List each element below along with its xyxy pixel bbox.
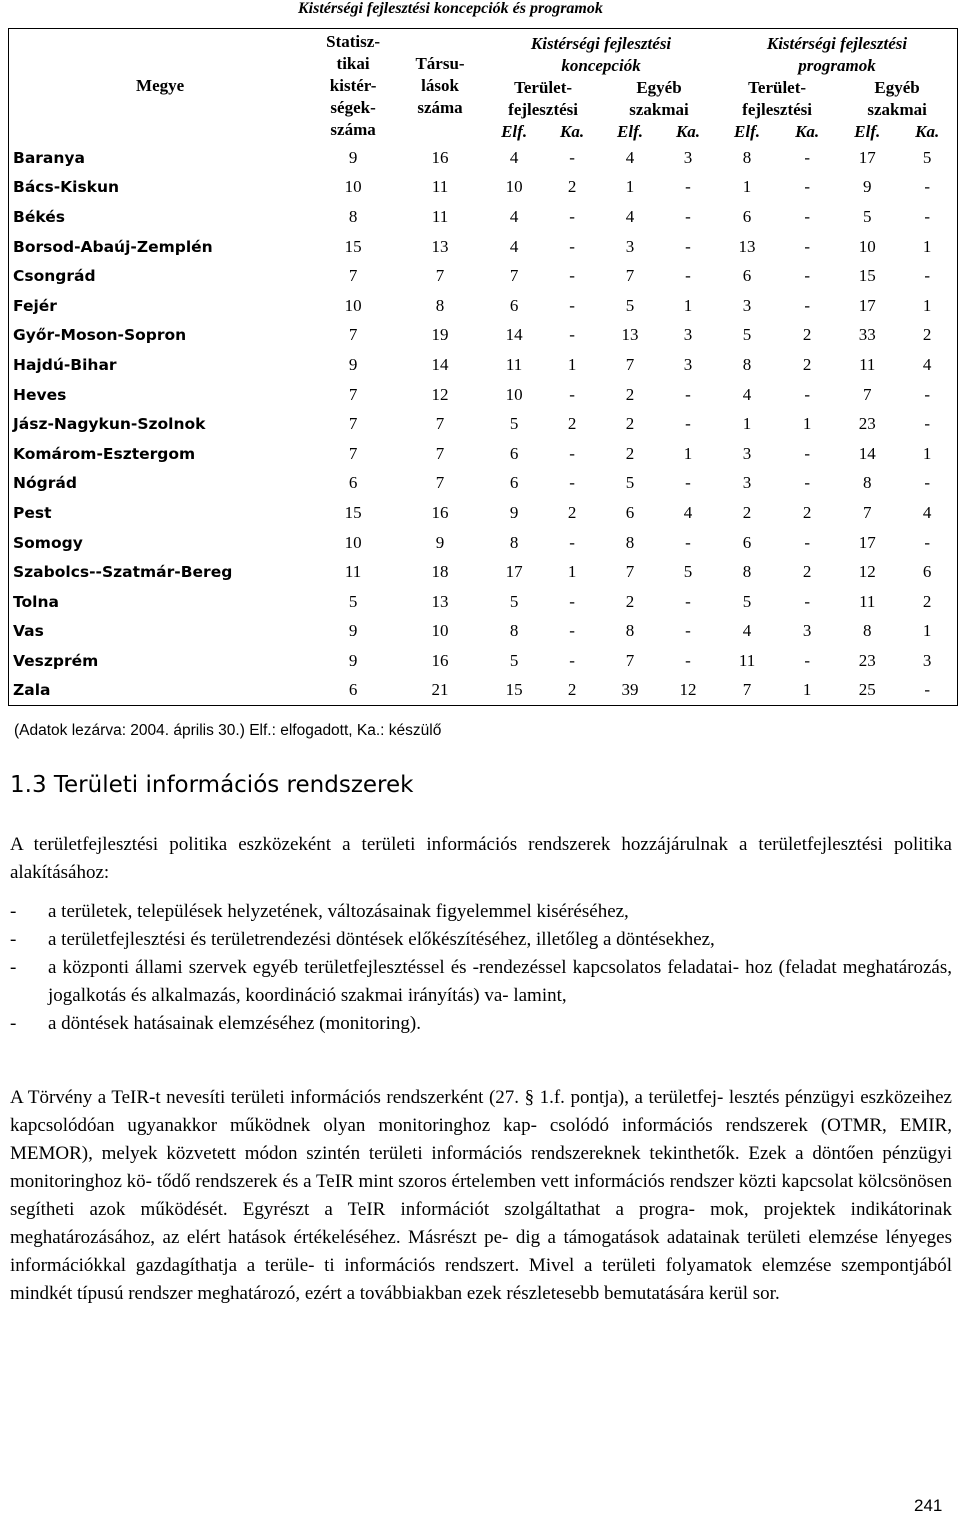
county-name: Heves: [13, 385, 67, 404]
table-cell: -: [924, 680, 930, 700]
header-elf: Elf.: [854, 122, 881, 141]
table-cell: 8: [625, 532, 635, 552]
county-name: Komárom-Esztergom: [13, 444, 196, 463]
county-name: Csongrád: [13, 267, 96, 286]
table-cell: 17: [505, 562, 523, 582]
table-cell: 1: [683, 295, 693, 315]
table-cell: 5: [625, 295, 635, 315]
table-cell: 3: [683, 354, 693, 374]
table-cell: -: [569, 473, 575, 493]
table-cell: 5: [509, 591, 519, 611]
county-name: Zala: [13, 681, 51, 700]
table-row: [9, 350, 958, 380]
table-cell: 2: [922, 591, 932, 611]
county-name: Győr-Moson-Sopron: [13, 326, 187, 345]
table-cell: 1: [922, 236, 932, 256]
table-cell: -: [569, 621, 575, 641]
header-program-egyeb: Egyéb szakmai: [867, 78, 927, 119]
table-cell: 3: [625, 236, 635, 256]
table-cell: 15: [344, 236, 362, 256]
table-cell: -: [804, 147, 810, 167]
table-cell: 2: [625, 443, 635, 463]
table-cell: 1: [742, 414, 752, 434]
table-cell: 11: [859, 591, 876, 611]
table-cell: 23: [858, 650, 876, 670]
table-cell: 2: [625, 414, 635, 434]
bullet-list: [10, 898, 952, 1038]
table-cell: 1: [922, 443, 932, 463]
table-cell: 16: [431, 650, 449, 670]
table-cell: -: [569, 206, 575, 226]
table-cell: 2: [625, 591, 635, 611]
table-cell: -: [569, 591, 575, 611]
table-cell: 16: [431, 147, 449, 167]
table-cell: 3: [683, 147, 693, 167]
table-row: [9, 676, 958, 706]
header-elf: Elf.: [734, 122, 761, 141]
list-item: [10, 926, 952, 954]
section-title: 1.3 Területi információs rendszerek: [10, 772, 414, 798]
table-cell: 7: [348, 384, 358, 404]
table-cell: 7: [435, 414, 445, 434]
table-cell: 1: [742, 177, 752, 197]
bullet-marker: -: [10, 1013, 17, 1034]
table-cell: 8: [742, 562, 752, 582]
table-cell: 10: [431, 621, 449, 641]
table-cell: 2: [567, 177, 577, 197]
table-cell: 9: [509, 502, 519, 522]
table-cell: -: [924, 414, 930, 434]
table-cell: 1: [567, 562, 577, 582]
table-cell: -: [685, 177, 691, 197]
table-cell: 13: [431, 591, 449, 611]
table-cell: 7: [625, 650, 635, 670]
table-cell: 9: [348, 650, 358, 670]
table-cell: 15: [858, 266, 876, 286]
table-cell: 6: [509, 473, 519, 493]
list-item: [10, 954, 952, 1010]
table-cell: 4: [922, 354, 932, 374]
table-cell: 1: [922, 621, 932, 641]
table-cell: 4: [742, 384, 752, 404]
table-cell: 8: [509, 621, 519, 641]
table-cell: 6: [742, 206, 752, 226]
table-cell: 7: [509, 266, 519, 286]
table-cell: 6: [509, 443, 519, 463]
county-name: Vas: [13, 622, 44, 641]
table-cell: 7: [625, 562, 635, 582]
table-cell: 6: [509, 295, 519, 315]
table-row: [9, 439, 958, 469]
table-cell: 2: [567, 502, 577, 522]
table-cell: -: [685, 591, 691, 611]
table-cell: 2: [802, 562, 812, 582]
table-cell: 7: [863, 502, 872, 522]
table-cell: 8: [625, 621, 635, 641]
table-cell: 3: [742, 473, 752, 493]
table-cell: -: [569, 532, 575, 552]
table-cell: 12: [431, 384, 449, 404]
table-cell: -: [804, 591, 810, 611]
table-cell: 8: [742, 354, 752, 374]
header-tarsulasok: Társu- lások száma: [415, 54, 465, 117]
table-cell: 9: [435, 532, 445, 552]
table-cell: 5: [625, 473, 635, 493]
table-cell: 10: [344, 295, 362, 315]
table-row: [9, 232, 958, 262]
table-row: [9, 617, 958, 647]
county-name: Fejér: [13, 296, 57, 315]
table-cell: -: [804, 473, 810, 493]
table-cell: 5: [509, 414, 519, 434]
table-cell: 15: [505, 680, 523, 700]
table-cell: 7: [625, 266, 635, 286]
table-body: [9, 143, 958, 706]
table-cell: -: [685, 206, 691, 226]
table-row: [9, 469, 958, 499]
table-cell: 11: [431, 206, 449, 226]
table-row: [9, 498, 958, 528]
table-cell: 6: [625, 502, 635, 522]
table-cell: 10: [505, 177, 523, 197]
table-cell: -: [924, 177, 930, 197]
table-cell: 2: [625, 384, 635, 404]
table-cell: 13: [738, 236, 756, 256]
table-cell: 7: [435, 443, 445, 463]
table-row: [9, 143, 958, 173]
intro-paragraph: A területfejlesztési politika eszközeként a területi információs rendszerek hozzájárulnak a területfejlesztési politika alakításához:: [10, 834, 952, 883]
table-cell: 11: [505, 354, 523, 374]
list-item-text: a döntések hatásainak elemzéséhez (monitoring).: [48, 1013, 421, 1034]
table-cell: 9: [348, 621, 358, 641]
table-cell: 2: [802, 325, 812, 345]
header-koncepcio-egyeb: Egyéb szakmai: [629, 78, 689, 119]
table-cell: 1: [567, 354, 577, 374]
table-cell: -: [685, 650, 691, 670]
table-cell: -: [924, 384, 930, 404]
header-ka: Ka.: [915, 122, 940, 141]
table-cell: 10: [344, 532, 362, 552]
table-cell: 6: [348, 473, 358, 493]
table-cell: -: [569, 147, 575, 167]
table-cell: 7: [625, 354, 635, 374]
table-cell: 3: [742, 443, 752, 463]
table-cell: 14: [858, 443, 876, 463]
table-cell: 12: [679, 680, 697, 700]
table-cell: 18: [431, 562, 449, 582]
table-cell: 6: [348, 680, 358, 700]
table-cell: 8: [863, 621, 872, 641]
bullet-marker: -: [10, 929, 17, 950]
table-cell: 6: [742, 266, 752, 286]
header-elf: Elf.: [617, 122, 644, 141]
table-cell: 8: [742, 147, 752, 167]
table-cell: 17: [858, 295, 876, 315]
table-cell: 7: [435, 266, 445, 286]
table-row: [9, 587, 958, 617]
list-item: [10, 898, 952, 926]
bullet-marker: -: [10, 957, 17, 978]
table-note: (Adatok lezárva: 2004. április 30.) Elf.: elfogadott, Ka.: készülő: [14, 722, 442, 739]
header-programok: Kistérségi fejlesztési programok: [766, 34, 908, 75]
table-cell: -: [804, 295, 810, 315]
header-elf: Elf.: [501, 122, 528, 141]
table-row: [9, 646, 958, 676]
header-koncepcio-terulet: Terület- fejlesztési: [508, 78, 578, 119]
table-cell: 19: [431, 325, 449, 345]
table-row: [9, 173, 958, 203]
table-cell: 15: [344, 502, 362, 522]
table-cell: 3: [683, 325, 693, 345]
table-cell: 4: [742, 621, 752, 641]
table-row: [9, 557, 958, 587]
county-name: Békés: [13, 207, 65, 226]
table-cell: 5: [683, 562, 693, 582]
table-cell: 3: [742, 295, 752, 315]
table-cell: 1: [802, 414, 812, 434]
table-cell: 8: [348, 206, 358, 226]
table-cell: -: [569, 236, 575, 256]
table-cell: 2: [567, 680, 577, 700]
table-cell: 7: [863, 384, 872, 404]
table-row: [9, 528, 958, 558]
table-cell: -: [685, 384, 691, 404]
table-cell: 5: [348, 591, 358, 611]
table-cell: -: [569, 266, 575, 286]
table-cell: 6: [922, 562, 932, 582]
county-name: Nógrád: [13, 474, 77, 493]
county-name: Borsod-Abaúj-Zemplén: [13, 237, 213, 256]
table-cell: 7: [742, 680, 752, 700]
table-cell: 4: [509, 147, 519, 167]
table-cell: 7: [348, 414, 358, 434]
county-name: Somogy: [13, 533, 83, 552]
table-cell: 7: [435, 473, 445, 493]
table-cell: 3: [802, 621, 812, 641]
table-cell: 23: [858, 414, 876, 434]
table-cell: 10: [505, 384, 523, 404]
table-cell: 5: [922, 147, 932, 167]
table-cell: 21: [431, 680, 449, 700]
county-name: Tolna: [13, 592, 59, 611]
table-cell: -: [804, 532, 810, 552]
table-cell: -: [569, 325, 575, 345]
table-row: [9, 321, 958, 351]
table-cell: 7: [348, 325, 358, 345]
table-cell: 5: [509, 650, 519, 670]
table-cell: 1: [625, 177, 635, 197]
table-cell: 4: [683, 502, 693, 522]
table-cell: 33: [858, 325, 876, 345]
table-cell: 14: [431, 354, 449, 374]
table-cell: 17: [858, 147, 876, 167]
table-cell: 39: [621, 680, 639, 700]
table-cell: 2: [742, 502, 752, 522]
table-cell: -: [569, 295, 575, 315]
header-ka: Ka.: [795, 122, 820, 141]
table-cell: 2: [922, 325, 932, 345]
table-cell: -: [804, 443, 810, 463]
table-cell: 5: [863, 206, 872, 226]
table-cell: 1: [802, 680, 812, 700]
list-item: [10, 1010, 952, 1038]
list-item-text: a területek, települések helyzetének, változásainak figyelemmel kiséréséhez,: [48, 901, 629, 922]
body-paragraph: A Törvény a TeIR-t nevesíti területi információs rendszerként (27. § 1.f. pontja), a területfej- lesztés pénzügyi eszközeihez kapcsolódóan ugyanakkor működnek olyan monitoringhoz kap- csolódó információs rendszerek (OTMR, EMIR, MEMOR), melyek közvetett módon szintén területi információs rendszereknek tekinthetők. Ezek a döntően pénzügyi monitoringhoz kö- tődő rendszerek és a TeIR mint szoros értelemben vett információs rendszer közti kapcsolat kölcsönösen segítheti azok működését. Egyrészt a TeIR információt szolgáltathat a progra- mok, projektek indikátorinak meghatározásához, az elért hatások értékeléséhez. Másrészt pe- dig a támogatások adatainak területi elemzése lényeges információkkal gazdagíthatja a terüle- ti információs rendszert. Mivel a területi folyamatok elemzése szempontjából mindkét típusú rendszer meghatározó, ezért a továbbiakban ezek részletesebb bemutatására kerül sor.: [10, 1087, 952, 1304]
table-cell: 16: [431, 502, 449, 522]
table-cell: -: [685, 532, 691, 552]
table-caption: Kistérségi fejlesztési koncepciók és programok: [298, 0, 603, 17]
table-cell: 17: [858, 532, 876, 552]
table-cell: -: [685, 473, 691, 493]
table-cell: -: [685, 236, 691, 256]
table-cell: -: [804, 206, 810, 226]
table-cell: 10: [858, 236, 876, 256]
table-cell: 8: [435, 295, 445, 315]
table-cell: 11: [859, 354, 876, 374]
table-cell: -: [924, 532, 930, 552]
table-cell: -: [685, 266, 691, 286]
table-cell: 11: [344, 562, 362, 582]
table-cell: 11: [738, 650, 756, 670]
table-cell: 4: [922, 502, 932, 522]
table-cell: 4: [509, 236, 519, 256]
table-cell: 7: [348, 443, 358, 463]
table-cell: 5: [742, 591, 752, 611]
table-cell: 5: [742, 325, 752, 345]
table-cell: -: [924, 473, 930, 493]
table-cell: 2: [567, 414, 577, 434]
table-row: [9, 291, 958, 321]
table-cell: 4: [625, 147, 635, 167]
table-row: [9, 202, 958, 232]
header-megye: Megye: [136, 76, 185, 95]
list-item-text: a központi állami szervek egyéb területfejlesztéssel és -rendezéssel kapcsolatos feladatai- hoz (feladat meghatározás, jogalkotás és alkalmazás, koordináció szakmai irányítás) va- lamint,: [48, 957, 952, 1006]
table-row: [9, 380, 958, 410]
header-ka: Ka.: [560, 122, 585, 141]
table-cell: -: [804, 177, 810, 197]
table-cell: 14: [505, 325, 523, 345]
county-name: Szabolcs--Szatmár-Bereg: [13, 563, 233, 582]
table-cell: 12: [858, 562, 876, 582]
table-cell: 9: [348, 147, 358, 167]
list-item-text: a területfejlesztési és területrendezési döntések előkészítéséhez, illetőleg a döntésekhez,: [48, 929, 715, 950]
header-ka: Ka.: [675, 122, 701, 141]
table-row: [9, 261, 958, 291]
table-cell: -: [924, 266, 930, 286]
table-cell: -: [569, 384, 575, 404]
table-cell: -: [569, 650, 575, 670]
table-cell: 6: [742, 532, 752, 552]
table-cell: 25: [858, 680, 876, 700]
table-cell: -: [804, 236, 810, 256]
table-cell: 4: [625, 206, 635, 226]
header-program-terulet: Terület- fejlesztési: [742, 78, 813, 119]
table-cell: 1: [683, 443, 693, 463]
county-name: Pest: [13, 503, 52, 522]
table-cell: 10: [344, 177, 362, 197]
county-name: Bács-Kiskun: [13, 178, 120, 197]
table-cell: 9: [348, 354, 358, 374]
page-number: 241: [914, 1496, 943, 1515]
header-statisztikai: Statisz- tikai kistér- ségek- száma: [326, 32, 380, 139]
table-cell: -: [804, 266, 810, 286]
table-cell: 4: [509, 206, 519, 226]
table-cell: 11: [431, 177, 449, 197]
table-row: [9, 409, 958, 439]
table-cell: 3: [922, 650, 932, 670]
table-cell: 13: [431, 236, 449, 256]
county-name: Jász-Nagykun-Szolnok: [13, 415, 206, 434]
table-cell: 2: [802, 354, 812, 374]
county-name: Baranya: [13, 148, 85, 167]
table-cell: -: [804, 650, 810, 670]
table-cell: -: [804, 384, 810, 404]
table-cell: -: [924, 206, 930, 226]
table-cell: -: [569, 443, 575, 463]
table-cell: 8: [863, 473, 872, 493]
table-cell: 7: [348, 266, 358, 286]
county-name: Veszprém: [13, 651, 99, 670]
table-cell: 2: [802, 502, 812, 522]
table-cell: -: [685, 621, 691, 641]
table-cell: 9: [863, 177, 872, 197]
table-cell: 8: [509, 532, 519, 552]
table-cell: 13: [621, 325, 639, 345]
data-table: [8, 28, 958, 706]
county-name: Hajdú-Bihar: [13, 355, 117, 374]
table-cell: 1: [922, 295, 932, 315]
bullet-marker: -: [10, 901, 17, 922]
header-koncepciok: Kistérségi fejlesztési koncepciók: [530, 34, 672, 75]
table-cell: -: [685, 414, 691, 434]
